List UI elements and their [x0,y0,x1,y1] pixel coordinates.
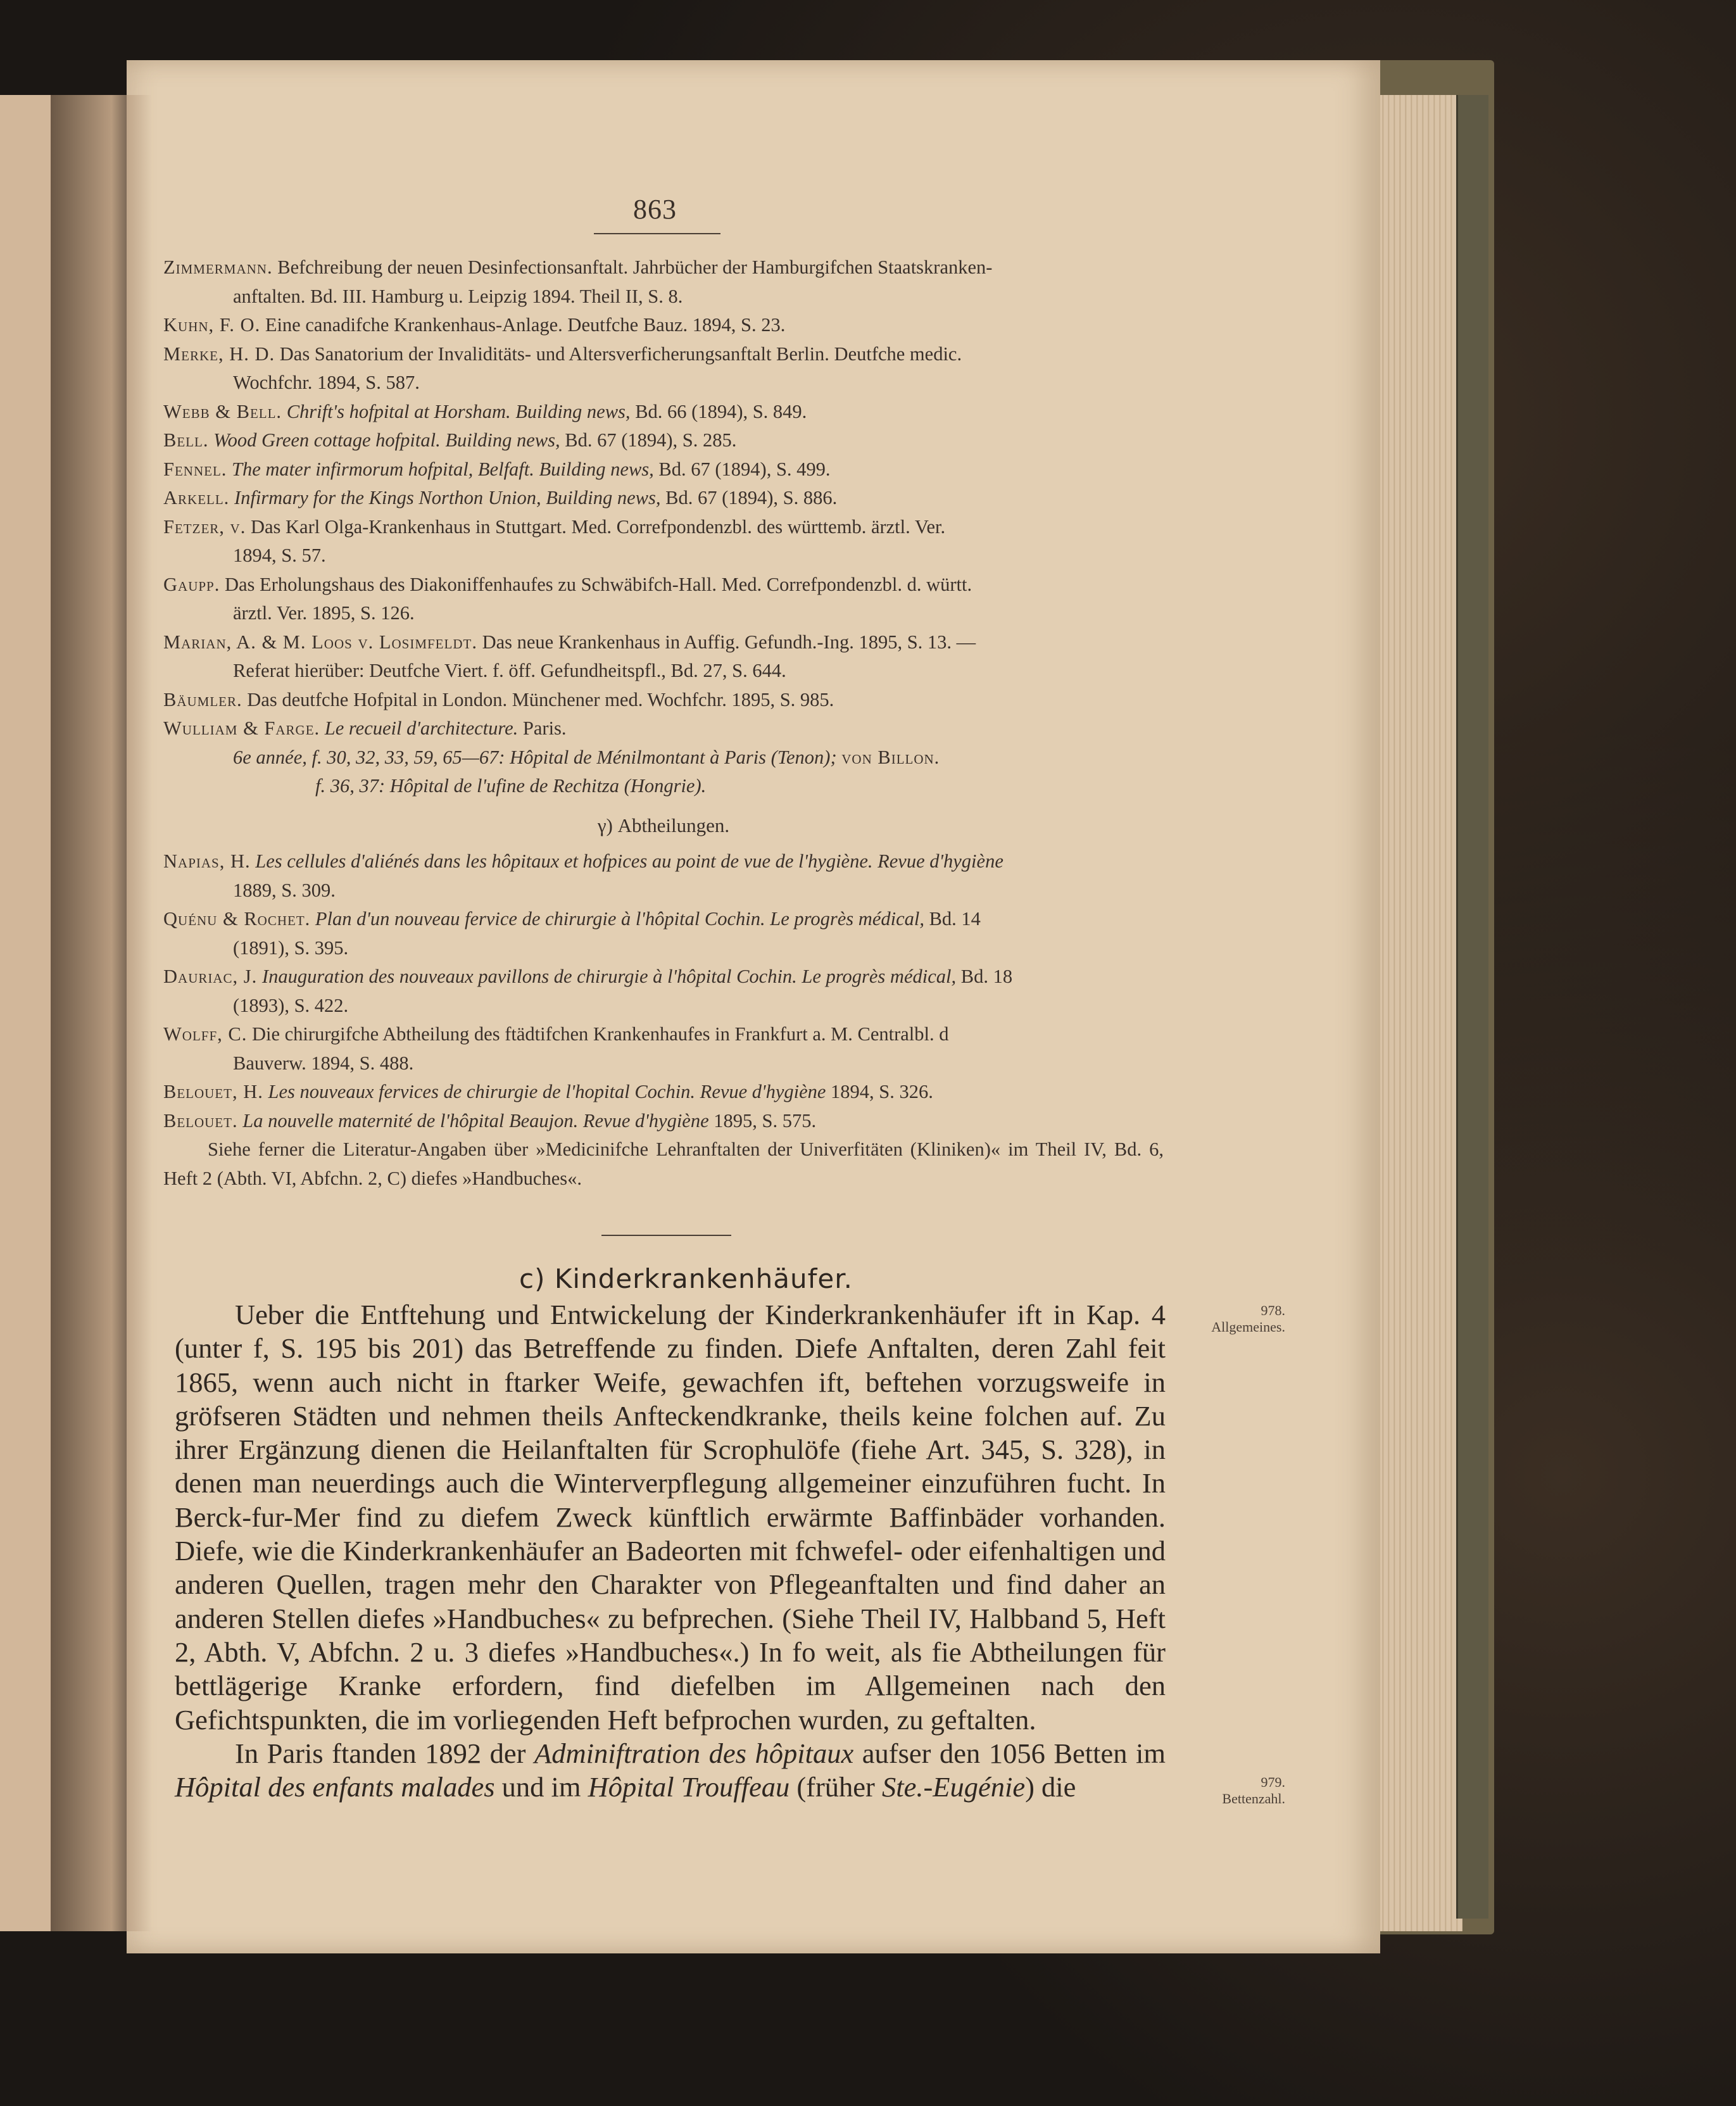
left-page-edge [0,95,58,1931]
bib-entry-continuation: 6e année, f. 30, 32, 33, 59, 65—67: Hôpital de Ménilmontant à Paris (Tenon); von Billon. [233,746,940,768]
bib-entry: Belouet. La nouvelle maternité de l'hôpital Beaujon. Revue d'hygiène 1895, S. 575. [163,1109,817,1132]
book-spine-edge [1456,95,1488,1919]
bib-entry: Marian, A. & M. Loos v. Losimfeldt. Das neue Krankenhaus in Auffig. Gefundh.-Ing. 1895, S. 13. — [163,631,976,653]
bib-entry: Gaupp. Das Erholungshaus des Diakoniffenhaufes zu Schwäbifch-Hall. Med. Correfpondenzbl. d. württ. [163,573,972,595]
see-also-note: Siehe ferner die Literatur-Angaben über »Medicinifche Lehranftalten der Univerfitäten (Kliniken)« im Theil IV, Bd. 6, Heft 2 (Abth. VI, Abfchn. 2, C) diefes »Handbuches«. [163,1138,1164,1189]
bib-entry-continuation: f. 36, 37: Hôpital de l'ufine de Rechitza (Hongrie). [315,775,707,797]
bib-entry: Webb & Bell. Chrift's hofpital at Horsham. Building news, Bd. 66 (1894), S. 849. [163,400,807,422]
bib-entry-continuation: (1893), S. 422. [233,994,349,1016]
bib-entry: Napias, H. Les cellules d'aliénés dans les hôpitaux et hofpices au point de vue de l'hygiène. Revue d'hygiène [163,850,1003,872]
margin-note [1190,1302,1285,1335]
subsection-heading: γ) Abtheilungen. [597,814,730,836]
bib-entry-continuation: Referat hierüber: Deutfche Viert. f. öff. Gefundheitspfl., Bd. 27, S. 644. [233,660,786,681]
margin-note-number: 978. [1261,1302,1285,1318]
bib-entry-continuation: anftalten. Bd. III. Hamburg u. Leipzig 1894. Theil II, S. 8. [233,285,683,307]
paragraph: Ueber die Entftehung und Entwickelung der Kinderkrankenhäufer ift in Kap. 4 (unter f, S. 195 bis 201) das Betreffende zu finden. Diefe Anftalten, deren Zahl feit 1865, wenn auch nicht in ftarker Weife, gewachfen ift, beftehen vorzugsweife in gröfseren Städten und nehmen theils Anfteckendkranke, theils keine folchen auf. Zu ihrer Ergänzung dienen die Heilanftalten für Scrophulöfe (fiehe Art. 345, S. 328), in denen man neuerdings auch die Winterverpflegung allgemeiner einzuführen fucht. In Berck-fur-Mer find zu diefem Zweck künftlich erwärmte Baffinbäder vorhanden. Diefe, wie die Kinderkrankenhäufer an Badeorten mit fchwefel- oder eifenhaltigen und anderen Quellen, tragen mehr den Charakter von Pflegeanftalten und find daher an anderen Stellen diefes »Handbuches« zu befprechen. (Siehe Theil IV, Halbband 5, Heft 2, Abth. V, Abfchn. 2 u. 3 diefes »Handbuches«.) In fo weit, als fie Abtheilungen für bettlägerige Kranke erfordern, find diefelben im Allgemeinen nach den Gefichtspunkten, die im vorliegenden Heft befprochen wurden, zu geftalten. [175,1299,1166,1736]
bib-entry: Fetzer, v. Das Karl Olga-Krankenhaus in Stuttgart. Med. Correfpondenzbl. des württemb. ärztl. Ver. [163,515,946,538]
bib-entry: Dauriac, J. Inauguration des nouveaux pavillons de chirurgie à l'hôpital Cochin. Le progrès médical, Bd. 18 [163,966,1013,987]
body-text [175,1298,1166,1804]
bib-entry: Belouet, H. Les nouveaux fervices de chirurgie de l'hopital Cochin. Revue d'hygiène 1894, S. 326. [163,1081,933,1102]
bib-entry: Quénu & Rochet. Plan d'un nouveau fervice de chirurgie à l'hôpital Cochin. Le progrès médical, Bd. 14 [163,908,981,930]
margin-note-label: Bettenzahl. [1222,1791,1285,1806]
paragraph: In Paris ftanden 1892 der Adminiftration des hôpitaux aufser den 1056 Betten im Hôpital des enfants malades und im Hôpital Trouffeau (früher Ste.-Eugénie) die [175,1737,1166,1803]
bib-entry: Merke, H. D. Das Sanatorium der Invaliditäts- und Altersverficherungsanftalt Berlin. Deutfche medic. [163,343,962,365]
margin-note-label: Allgemeines. [1211,1319,1285,1335]
bib-entry: Wolff, C. Die chirurgifche Abtheilung des ftädtifchen Krankenhaufes in Frankfurt a. M. Centralbl. d [163,1023,949,1045]
margin-note [1190,1774,1285,1807]
bib-entry: Fennel. The mater infirmorum hofpital, Belfaft. Building news, Bd. 67 (1894), S. 499. [163,458,831,480]
page-number-rule [594,233,720,234]
bib-entry: Zimmermann. Befchreibung der neuen Desinfectionsanftalt. Jahrbücher der Hamburgifchen Staatskranken- [163,256,993,278]
section-rule [601,1235,731,1236]
bib-entry-continuation: ärztl. Ver. 1895, S. 126. [233,602,415,624]
section-title: c) Kinderkrankenhäufer. [519,1263,853,1294]
bib-entry-continuation: 1889, S. 309. [233,879,336,901]
bib-entry: Arkell. Infirmary for the Kings Northon Union, Building news, Bd. 67 (1894), S. 886. [163,487,838,508]
bib-entry: Wulliam & Farge. Le recueil d'architecture. Paris. [163,717,567,739]
bib-entry: Kuhn, F. O. Eine canadifche Krankenhaus-Anlage. Deutfche Bauz. 1894, S. 23. [163,314,786,336]
page-number: 863 [633,194,677,225]
bib-entry-continuation: (1891), S. 395. [233,936,349,959]
bibliography [163,253,1164,1193]
bib-entry: Bell. Wood Green cottage hofpital. Building news, Bd. 67 (1894), S. 285. [163,429,737,451]
page-gutter [51,95,152,1931]
bib-entry-continuation: Bauverw. 1894, S. 488. [233,1052,414,1074]
bib-entry-continuation: Wochfchr. 1894, S. 587. [233,372,420,393]
bib-entry: Bäumler. Das deutfche Hofpital in London. Münchener med. Wochfchr. 1895, S. 985. [163,688,834,710]
margin-note-number: 979. [1261,1774,1285,1790]
bib-entry-continuation: 1894, S. 57. [233,545,326,566]
